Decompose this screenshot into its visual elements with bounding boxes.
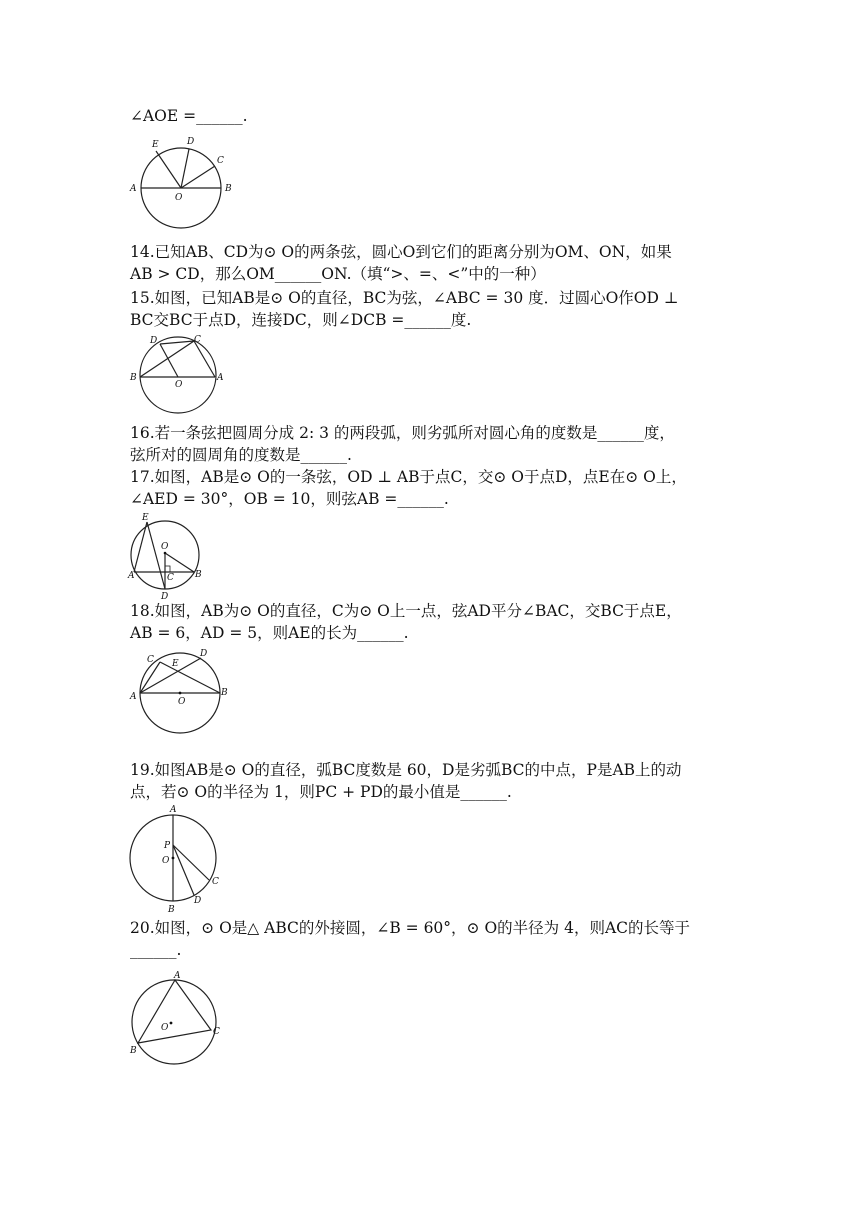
label-o: O <box>175 380 183 390</box>
label-a: A <box>170 805 177 815</box>
label-b: B <box>130 1046 137 1056</box>
label-d: D <box>161 592 169 602</box>
label-o: O <box>161 1023 169 1033</box>
label-o: O <box>175 193 183 203</box>
circle-o <box>140 337 216 413</box>
label-e: E <box>142 513 149 523</box>
q16-line2: 弦所对的圆周角的度数是______. <box>130 446 352 464</box>
segment-ea <box>134 522 147 572</box>
segment-dc <box>160 341 194 344</box>
segment-oe <box>156 151 181 188</box>
label-c: C <box>213 1027 220 1037</box>
center-dot <box>172 857 175 860</box>
label-a: A <box>217 373 224 383</box>
circle-o <box>132 980 216 1064</box>
q14-line2: AB > CD，那么OM______ON.（填“>、=、<”中的一种） <box>130 265 546 283</box>
q17-line1: 17.如图，AB是⊙ O的一条弦，OD ⊥ AB于点C，交⊙ O于点D，点E在⊙ O上， <box>130 468 687 486</box>
label-b: B <box>221 688 228 698</box>
q19-line2: 点，若⊙ O的半径为 1，则PC + PD的最小值是______. <box>130 783 512 801</box>
center-dot <box>164 552 167 555</box>
q14-line1: 14.已知AB、CD为⊙ O的两条弦，圆心O到它们的距离分别为OM、ON，如果 <box>130 243 672 261</box>
segment-pc <box>173 845 209 880</box>
segment-cb <box>160 662 220 693</box>
label-c: C <box>194 335 201 345</box>
label-b: B <box>130 373 137 383</box>
label-c: C <box>217 156 224 166</box>
label-b: B <box>225 184 232 194</box>
segment-od <box>181 149 189 188</box>
segment-pd <box>173 845 194 895</box>
label-e: E <box>152 140 159 150</box>
label-c: C <box>212 877 219 887</box>
figure-q20 <box>128 968 228 1060</box>
label-o: O <box>162 856 170 866</box>
label-e: E <box>172 659 179 669</box>
label-d: D <box>150 336 158 346</box>
label-d: D <box>194 896 202 906</box>
q16-line1: 16.若一条弦把圆周分成 2: 3 的两段弧，则劣弧所对圆心角的度数是______度， <box>130 424 675 442</box>
segment-ob <box>165 553 194 572</box>
q18-line2: AB = 6，AD = 5，则AE的长为______. <box>130 624 409 642</box>
q20-line1: 20.如图，⊙ O是△ ABC的外接圆，∠B = 60°，⊙ O的半径为 4，则AC的长等于 <box>130 919 691 937</box>
figure-q17 <box>128 509 213 602</box>
label-a: A <box>130 692 137 702</box>
q19-line1: 19.如图AB是⊙ O的直径，弧BC度数是 60，D是劣弧BC的中点，P是AB上的动 <box>130 761 682 779</box>
chord-bc <box>140 341 194 377</box>
segment-ed <box>147 522 165 589</box>
figure-q19 <box>128 801 228 916</box>
label-o: O <box>178 697 186 707</box>
label-d: D <box>187 137 195 147</box>
label-a: A <box>128 571 135 581</box>
label-p: P <box>164 841 171 851</box>
figure-q13 <box>128 134 238 234</box>
label-d: D <box>200 649 208 659</box>
center-dot <box>179 692 182 695</box>
figure-q18 <box>128 645 238 737</box>
q15-line2: BC交BC于点D，连接DC，则∠DCB =______度. <box>130 311 472 329</box>
q17-line2: ∠AED = 30°，OB = 10，则弦AB =______. <box>130 490 449 508</box>
segment-od <box>160 344 178 377</box>
label-c: C <box>167 573 174 583</box>
label-o: O <box>161 542 169 552</box>
right-angle-mark <box>165 566 170 572</box>
q15-line1: 15.如图，已知AB是⊙ O的直径，BC为弦，∠ABC = 30 度．过圆心O作OD ⊥ <box>130 289 679 307</box>
label-a: A <box>174 971 181 981</box>
center-dot <box>170 1022 173 1025</box>
q18-line1: 18.如图，AB为⊙ O的直径，C为⊙ O上一点，弦AD平分∠BAC，交BC于点E， <box>130 602 682 620</box>
label-a: A <box>130 184 137 194</box>
q20-line2: ______. <box>130 941 182 959</box>
label-c: C <box>147 655 154 665</box>
label-b: B <box>168 905 175 915</box>
label-b: B <box>195 570 202 580</box>
q13-answer-line: ∠AOE =______. <box>130 107 248 125</box>
figure-q15 <box>128 332 228 417</box>
segment-oc <box>181 166 215 188</box>
